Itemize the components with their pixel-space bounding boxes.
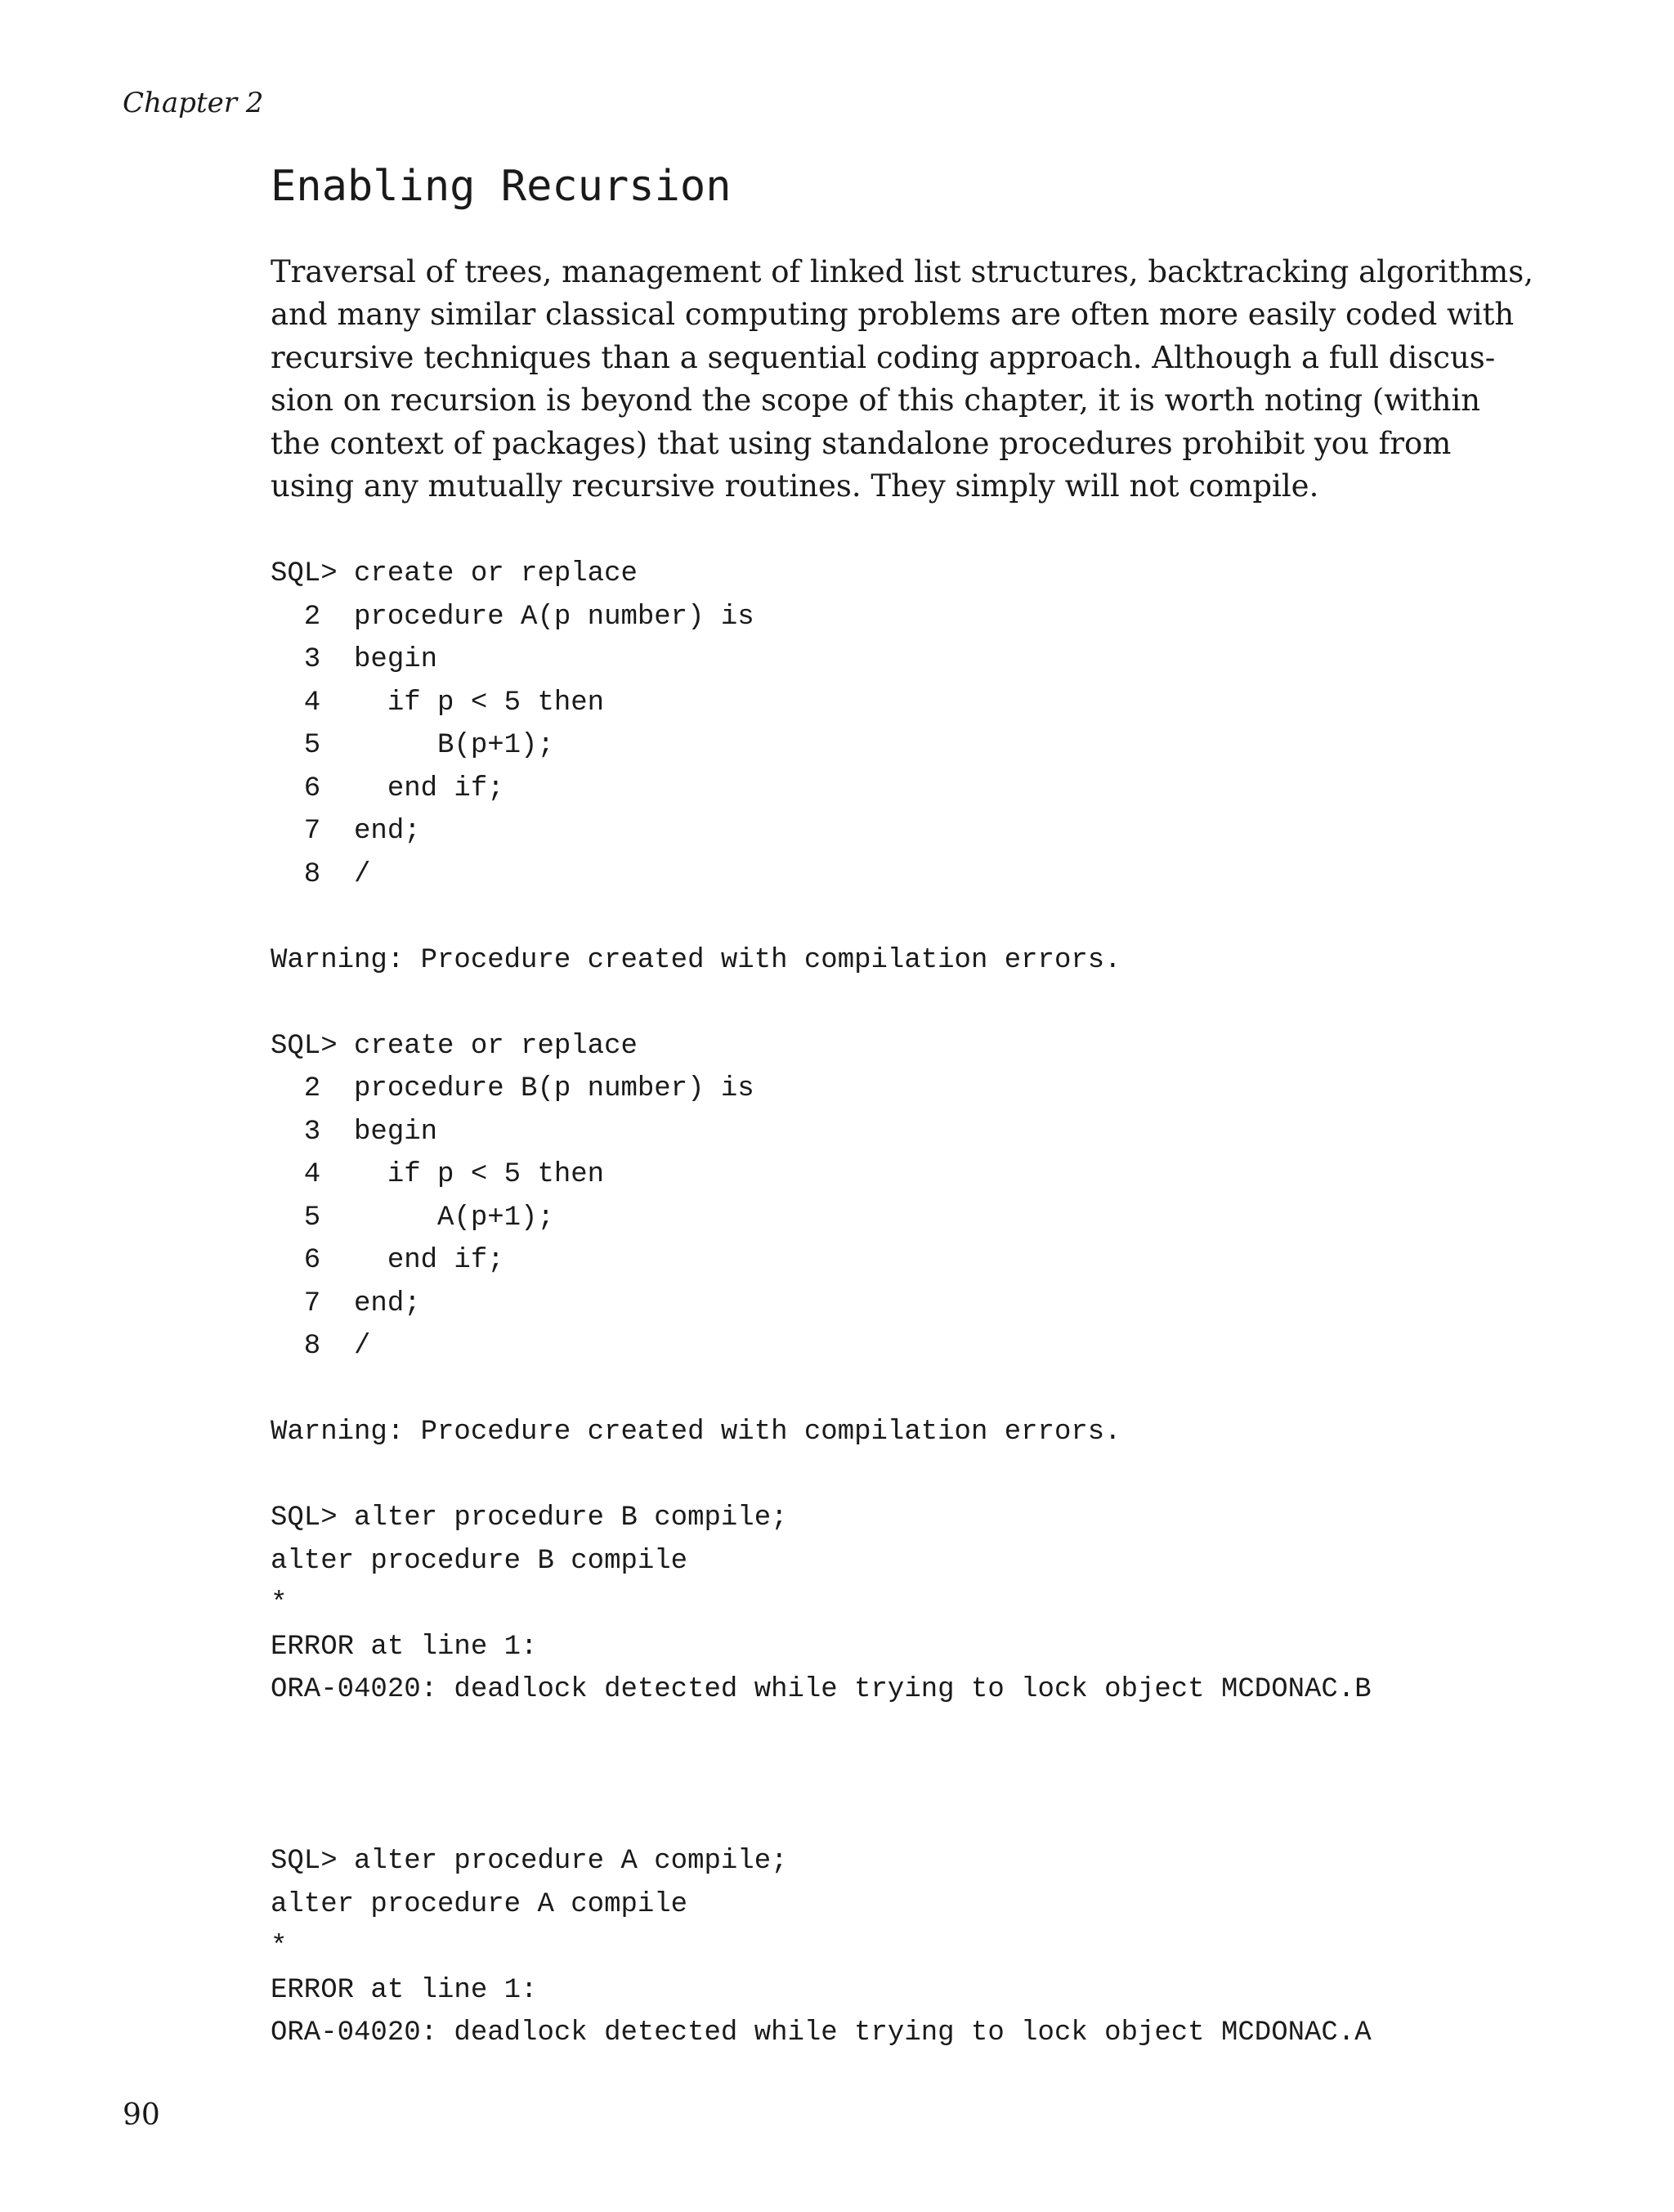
code-line: 7 end; (271, 816, 421, 847)
code-line-blank (271, 1454, 1372, 1498)
body-paragraph (271, 251, 1534, 508)
page-number: 90 (123, 2098, 160, 2132)
code-line: 7 end; (271, 1287, 421, 1319)
code-line: * (271, 1588, 288, 1619)
paragraph-line: using any mutually recursive routines. They simply will not compile. (271, 468, 1319, 504)
code-line: 3 begin (271, 644, 438, 675)
code-line: 8 / (271, 858, 371, 890)
code-line: 2 procedure A(p number) is (271, 601, 754, 633)
error-message: ERROR at line 1: (271, 1974, 538, 2006)
code-line-blank (271, 1798, 1372, 1841)
code-line: alter procedure A compile (271, 1888, 688, 1920)
code-line-blank (271, 1712, 1372, 1755)
code-line-blank (271, 982, 1372, 1025)
code-line: * (271, 1932, 288, 1963)
error-message: ORA-04020: deadlock detected while trying to lock object MCDONAC.A (271, 2017, 1372, 2049)
code-line: 5 B(p+1); (271, 730, 554, 761)
code-line: SQL> create or replace (271, 558, 638, 589)
code-line: 3 begin (271, 1116, 438, 1148)
paragraph-line: the context of packages) that using standalone procedures prohibit you from (271, 425, 1452, 461)
code-line-blank (271, 1754, 1372, 1798)
code-line: SQL> alter procedure A compile; (271, 1846, 788, 1877)
code-line: SQL> alter procedure B compile; (271, 1502, 788, 1534)
paragraph-line: Traversal of trees, management of linked list structures, backtracking algorithms, (271, 254, 1534, 289)
paragraph-line: sion on recursion is beyond the scope of this chapter, it is worth noting (within (271, 383, 1481, 419)
error-message: ORA-04020: deadlock detected while trying to lock object MCDONAC.B (271, 1674, 1372, 1705)
code-line: 2 procedure B(p number) is (271, 1073, 754, 1104)
code-line: SQL> create or replace (271, 1030, 638, 1062)
code-line-blank (271, 1368, 1372, 1412)
chapter-header: Chapter 2 (123, 87, 264, 119)
code-line: 6 end if; (271, 772, 504, 804)
code-line: 4 if p < 5 then (271, 687, 605, 719)
warning-message: Warning: Procedure created with compilation errors. (271, 1417, 1121, 1448)
code-line-blank (271, 896, 1372, 939)
code-line: 5 A(p+1); (271, 1202, 554, 1234)
paragraph-line: and many similar classical computing problems are often more easily coded with (271, 297, 1515, 333)
code-line: 4 if p < 5 then (271, 1159, 605, 1190)
paragraph-line: recursive techniques than a sequential coding approach. Although a full discus- (271, 339, 1496, 375)
code-line: 6 end if; (271, 1245, 504, 1276)
warning-message: Warning: Procedure created with compilation errors. (271, 944, 1121, 976)
code-line: 8 / (271, 1331, 371, 1362)
code-listing (271, 553, 1372, 2055)
section-heading: Enabling Recursion (271, 162, 732, 211)
error-message: ERROR at line 1: (271, 1631, 538, 1663)
code-line: alter procedure B compile (271, 1545, 688, 1577)
